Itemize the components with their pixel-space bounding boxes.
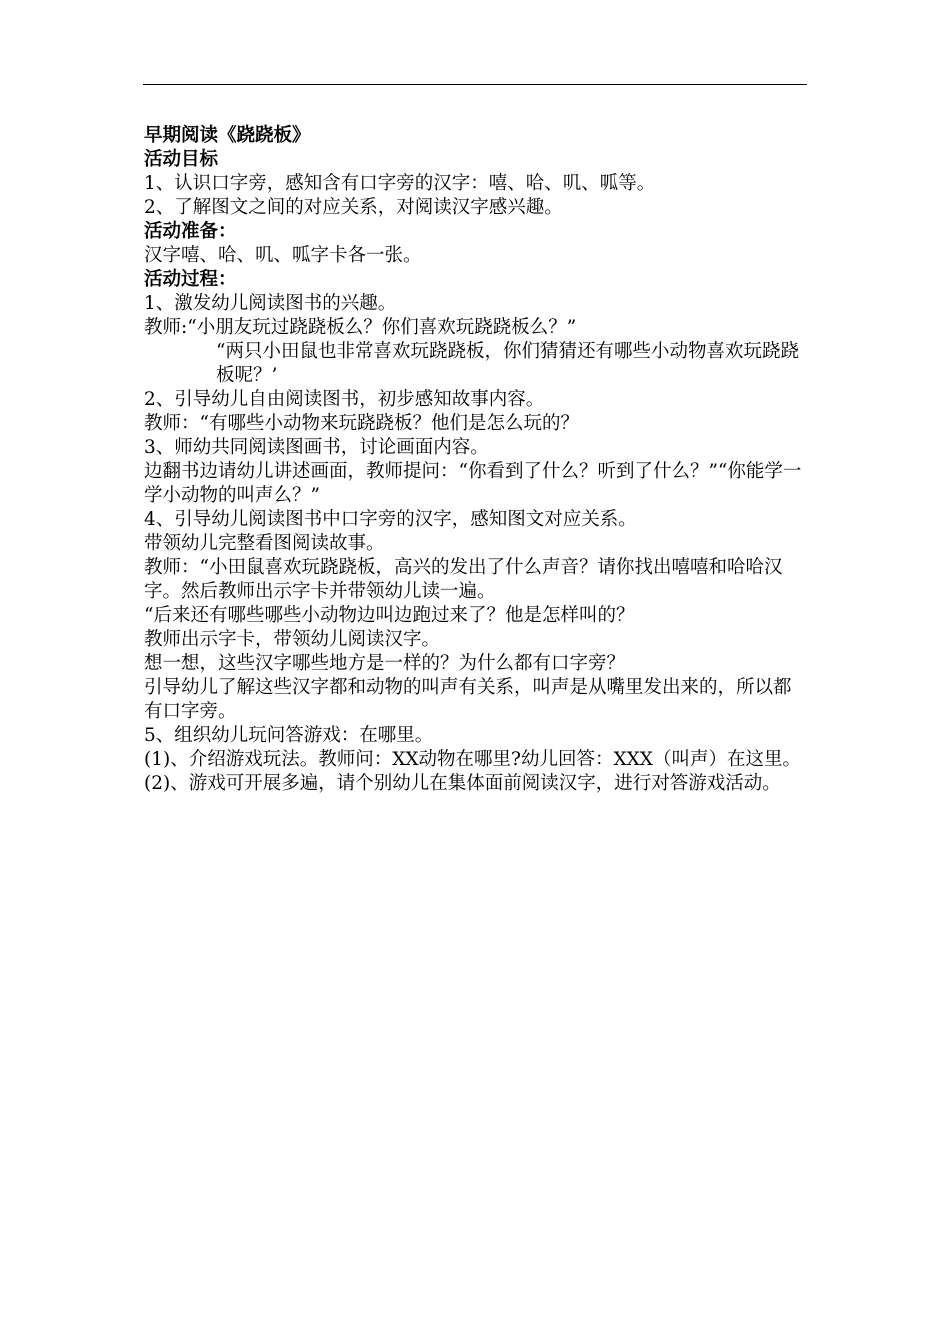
process-heading: 活动过程： (144, 269, 237, 290)
process-paragraph: 边翻书边请幼儿讲述画面，教师提问：“你看到了什么？听到了什么？”“你能学一学小动物的叫声么？” (144, 461, 802, 506)
process-paragraph: 带领幼儿完整看图阅读故事。 (144, 533, 385, 554)
prep-heading: 活动准备： (144, 221, 237, 242)
process-paragraph: “后来还有哪些哪些小动物边叫边跑过来了？他是怎样叫的？ (144, 605, 635, 626)
game-rule-1: (1)、介绍游戏玩法。教师问：XX动物在哪里?幼儿回答：XXX（叫声）在这里。 (144, 749, 801, 770)
process-step-4: 4、引导幼儿阅读图书中口字旁的汉字，感知图文对应关系。 (144, 509, 637, 530)
teacher-question-cont: “两只小田鼠也非常喜欢玩跷跷板，你们猜猜还有哪些小动物喜欢玩跷跷板呢？’ (216, 341, 799, 386)
game-rule-2: (2)、游戏可开展多遍，请个别幼儿在集体面前阅读汉字，进行对答游戏活动。 (144, 773, 781, 794)
process-step-2: 2、引导幼儿自由阅读图书，初步感知故事内容。 (144, 389, 545, 410)
document-title: 早期阅读《跷跷板》 (144, 125, 311, 146)
process-step-1: 1、激发幼儿阅读图书的兴趣。 (144, 293, 397, 314)
teacher-question: 教师:“小朋友玩过跷跷板么？你们喜欢玩跷跷板么？” (144, 317, 577, 338)
process-paragraph: 教师出示字卡，带领幼儿阅读汉字。 (144, 629, 441, 650)
process-step-3: 3、师幼共同阅读图画书，讨论画面内容。 (144, 437, 489, 458)
goal-item: 2、了解图文之间的对应关系，对阅读汉字感兴趣。 (144, 197, 563, 218)
teacher-question: 教师：“小田鼠喜欢玩跷跷板，高兴的发出了什么声音？请你找出嘻嘻和哈哈汉字。然后教师出示字卡并带领幼儿读一遍。 (144, 557, 783, 602)
process-paragraph: 引导幼儿了解这些汉字都和动物的叫声有关系，叫声是从嘴里发出来的，所以都有口字旁。 (144, 677, 792, 722)
header-rule (143, 84, 807, 85)
document-body (144, 124, 808, 796)
teacher-question: 教师：“有哪些小动物来玩跷跷板？他们是怎么玩的？ (144, 413, 579, 434)
goals-heading: 活动目标 (144, 149, 219, 170)
prep-text: 汉字嘻、哈、叽、呱字卡各一张。 (144, 245, 422, 266)
process-paragraph: 想一想，这些汉字哪些地方是一样的？为什么都有口字旁？ (144, 653, 626, 674)
process-step-5: 5、组织幼儿玩问答游戏：在哪里。 (144, 725, 434, 746)
goal-item: 1、认识口字旁，感知含有口字旁的汉字：嘻、哈、叽、呱等。 (144, 173, 656, 194)
